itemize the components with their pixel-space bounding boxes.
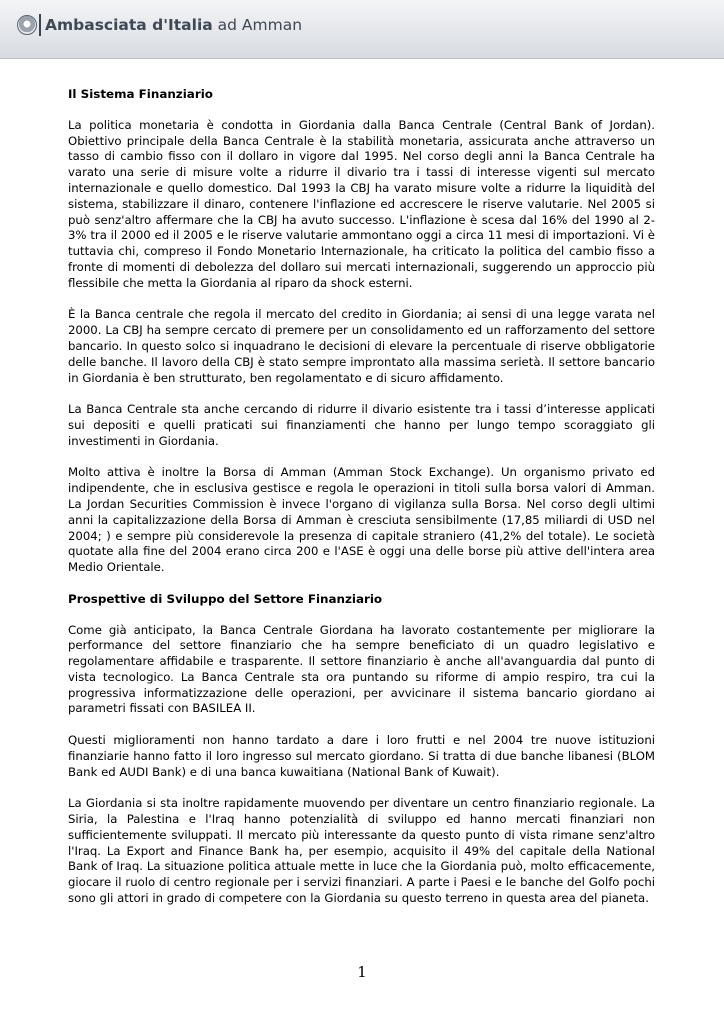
section-heading-prospettive: Prospettive di Sviluppo del Settore Finanziario [68, 591, 383, 606]
header-title [45, 14, 302, 36]
paragraph: La Giordania si sta inoltre rapidamente muovendo per diventare un centro finanziario regionale. La Siria, la Palestina e l'Iraq hanno potenzialità di sviluppo ed hanno mercati finanziari non sufficientemente sviluppati. Il mercato più interessante da questo punto di vista rimane senz'altro l'Iraq. La Export and Finance Bank ha, per esempio, acquisito il 49% del capitale della National Bank of Iraq. La situazione politica attuale mette in luce che la Giordania può, molto efficacemente, giocare il ruolo di centro regionale per i servizi finanziari. A parte i Paesi e le banche del Golfo pochi sono gli attori in grado di competere con la Giordania su questo terreno in questa area del pianeta. [68, 796, 655, 906]
paragraph: Molto attiva è inoltre la Borsa di Amman (Amman Stock Exchange). Un organismo privato ed indipendente, che in esclusiva gestisce e regola le operazioni in titoli sulla borsa valori di Amman. La Jordan Securities Commission è invece l'organo di vigilanza sulla Borsa. Nel corso degli ultimi anni la capitalizzazione della Borsa di Amman è cresciuta sensibilmente (17,85 miliardi di USD nel 2004; ) e sempre più considerevole la presenza di capitale straniero (41,2% del totale). Le società quotate alla fine del 2004 erano circa 200 e l'ASE è oggi una delle borse più attive dell'intera area Medio Orientale. [68, 465, 655, 575]
section-heading-sistema-finanziario: Il Sistema Finanziario [68, 87, 213, 101]
document-body [68, 87, 655, 923]
header-divider [39, 14, 41, 36]
header-bar [0, 0, 724, 59]
page-number: 1 [357, 963, 367, 981]
paragraph: La politica monetaria è condotta in Giordania dalla Banca Centrale (Central Bank of Jordan). Obiettivo principale della Banca Centrale è la stabilità monetaria, assicurata anche attraverso un tasso di cambio fisso con il dollaro in vigore dal 1995. Nel corso degli anni la Banca Centrale ha varato una serie di misure volte a ridurre il divario tra i tassi di interesse vigenti sul mercato internazionale e quello domestico. Dal 1993 la CBJ ha varato misure volte a ridurre la liquidità del sistema, stabilizzare il dinaro, contenere l'inflazione ed accrescere le riserve valutarie. Nel 2005 si può senz'altro affermare che la CBJ ha avuto successo. L'inflazione è scesa dal 16% del 1990 al 2-3% tra il 2000 ed il 2005 e le riserve valutarie ammontano oggi a circa 11 mesi di importazioni. Vi è tuttavia chi, compreso il Fondo Monetario Internazionale, ha criticato la politica del cambio fisso a fronte di momenti di debolezza del dollaro sui mercati internazionali, suggerendo un approccio più flessibile che metta la Giordania al riparo da shock esterni. [68, 117, 655, 290]
paragraph: È la Banca centrale che regola il mercato del credito in Giordania; ai sensi di una legge varata nel 2000. La CBJ ha sempre cercato di premere per un consolidamento ed un rafforzamento del settore bancario. In questo solco si inquadrano le decisioni di elevare la percentuale di riserve obbligatorie delle banche. Il lavoro della CBJ è stato sempre improntato alla massima serietà. Il settore bancario in Giordania è ben strutturato, ben regolamentato e di sicuro affidamento. [68, 307, 655, 385]
paragraph: La Banca Centrale sta anche cercando di ridurre il divario esistente tra i tassi d’interesse applicati sui depositi e quelli praticati sui finanziamenti che hanno per lungo tempo scoraggiato gli investimenti in Giordania. [68, 402, 655, 448]
paragraph: Come già anticipato, la Banca Centrale Giordana ha lavorato costantemente per migliorare la performance del settore finanziario che ha sempre beneficiato di un quadro legislativo e regolamentare affidabile e trasparente. Il settore finanziario è anche all'avanguardia dal punto di vista tecnologico. La Banca Centrale sta ora puntando su riforme di ampio respiro, tra cui la progressiva informatizzazione delle operazioni, per avvicinare il sistema bancario giordano ai parametri fissati con BASILEA II. [68, 622, 655, 716]
header-title-regular: ad Amman [212, 16, 303, 34]
republic-emblem-icon [17, 15, 37, 35]
header-title-bold: Ambasciata d'Italia [45, 16, 213, 34]
paragraph: Questi miglioramenti non hanno tardato a dare i loro frutti e nel 2004 tre nuove istituzioni finanziarie hanno fatto il loro ingresso sul mercato giordano. Si tratta di due banche libanesi (BLOM Bank ed AUDI Bank) e di una banca kuwaitiana (National Bank of Kuwait). [68, 733, 655, 779]
